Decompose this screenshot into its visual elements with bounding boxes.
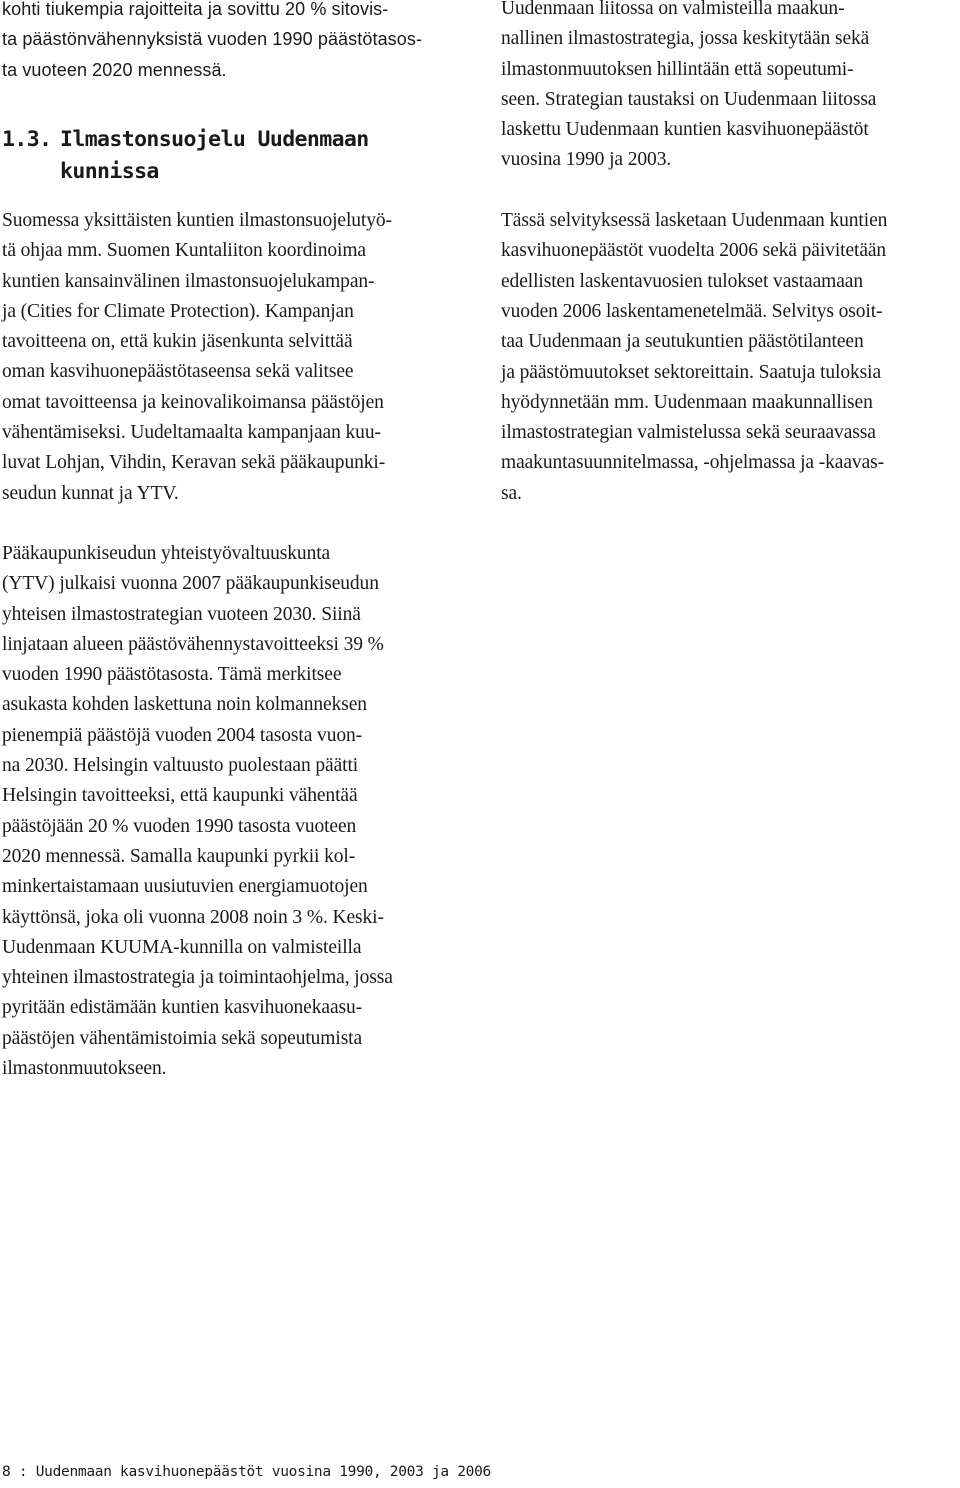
text-line: Helsingin tavoitteeksi, että kaupunki vähentää — [2, 785, 358, 807]
section-title-line2: kunnissa — [60, 159, 159, 184]
text-line: omat tavoitteensa ja keinovalikoimansa päästöjen — [2, 391, 384, 413]
text-line: Uudenmaan KUUMA-kunnilla on valmisteilla — [2, 936, 362, 958]
section-heading — [2, 124, 472, 188]
text-line: seen. Strategian taustaksi on Uudenmaan liitossa — [501, 88, 877, 110]
text-line: laskettu Uudenmaan kuntien kasvihuonepäästöt — [501, 119, 869, 141]
text-line: nallinen ilmastostrategia, jossa keskitytään sekä — [501, 28, 870, 50]
text-line: vuoden 1990 päästötasosta. Tämä merkitsee — [2, 664, 342, 686]
text-line: ta vuoteen 2020 mennessä. — [2, 59, 227, 80]
text-line: Uudenmaan liitossa on valmisteilla maakun- — [501, 0, 845, 19]
text-line: Tässä selvityksessä lasketaan Uudenmaan kuntien — [501, 210, 888, 232]
text-line: päästöjen vähentämistoimia sekä sopeutumista — [2, 1027, 363, 1049]
text-line: seudun kunnat ja YTV. — [2, 482, 179, 504]
right-column — [501, 0, 956, 509]
text-line: tavoitteena on, että kukin jäsenkunta selvittää — [2, 331, 353, 353]
text-line: ta päästönvähennyksistä vuoden 1990 päästötasos- — [2, 29, 423, 50]
right-paragraph-1 — [501, 0, 956, 176]
left-column-intro — [2, 0, 472, 85]
text-line: na 2030. Helsingin valtuusto puolestaan päätti — [2, 755, 359, 777]
text-line: ilmastostrategian valmistelussa sekä seuraavassa — [501, 422, 876, 444]
footer-separator: : — [18, 1464, 28, 1480]
text-line: kohti tiukempia rajoitteita ja sovittu 20 % sitovis- — [2, 0, 389, 19]
text-line: pyritään edistämään kuntien kasvihuonekaasu- — [2, 997, 363, 1019]
text-line: ja (Cities for Climate Protection). Kampanjan — [2, 300, 354, 322]
text-line: oman kasvihuonepäästötaseensa sekä valitsee — [2, 361, 354, 383]
text-line: ilmastonmuutoksen hillintään että sopeutumi- — [501, 58, 854, 80]
text-line: kuntien kansainvälinen ilmastonsuojelukampan- — [2, 270, 375, 292]
text-line: Suomessa yksittäisten kuntien ilmastonsuojelutyö- — [2, 210, 392, 231]
text-line: yhteinen ilmastostrategia ja toimintaohjelma, jossa — [2, 967, 393, 989]
text-line: pienempiä päästöjä vuoden 2004 tasosta vuon- — [2, 724, 363, 746]
text-line: sa. — [501, 482, 522, 504]
page-footer — [2, 1464, 491, 1480]
text-line: Pääkaupunkiseudun yhteistyövaltuuskunta — [2, 543, 331, 564]
text-line: luvat Lohjan, Vihdin, Keravan sekä pääkaupunki- — [2, 452, 386, 474]
text-line: 2020 mennessä. Samalla kaupunki pyrkii kol- — [2, 845, 356, 867]
section-number: 1.3. — [2, 127, 52, 152]
text-line: minkertaistamaan uusiutuvien energiamuotojen — [2, 876, 368, 898]
text-line: yhteisen ilmastostrategian vuoteen 2030. Siinä — [2, 603, 361, 625]
section-title-line1: Ilmastonsuojelu Uudenmaan — [60, 127, 369, 152]
text-line: (YTV) julkaisi vuonna 2007 pääkaupunkiseudun — [2, 573, 379, 595]
text-line: hyödynnetään mm. Uudenmaan maakunnallisen — [501, 391, 873, 413]
text-line: ja päästömuutokset sektoreittain. Saatuja tuloksia — [501, 361, 882, 383]
text-line: linjataan alueen päästövähennystavoitteeksi 39 % — [2, 633, 384, 655]
text-line: taa Uudenmaan ja seutukuntien päästötilanteen — [501, 331, 864, 353]
text-line: kasvihuonepäästöt vuodelta 2006 sekä päivitetään — [501, 240, 887, 262]
text-line: tä ohjaa mm. Suomen Kuntaliiton koordinoima — [2, 240, 366, 262]
text-line: asukasta kohden laskettuna noin kolmanneksen — [2, 694, 367, 716]
left-column-paragraph-2 — [2, 539, 472, 1084]
text-line: edellisten laskentavuosien tulokset vastaamaan — [501, 270, 863, 292]
text-line: vähentämiseksi. Uudeltamaalta kampanjaan kuu- — [2, 422, 381, 444]
text-line: ilmastonmuutokseen. — [2, 1058, 167, 1080]
text-line: vuoden 2006 laskentamenetelmää. Selvitys osoit- — [501, 300, 883, 322]
page-number: 8 — [2, 1464, 11, 1480]
text-line: päästöjään 20 % vuoden 1990 tasosta vuoteen — [2, 815, 357, 837]
right-paragraph-2 — [501, 206, 956, 509]
text-line: vuosina 1990 ja 2003. — [501, 149, 672, 171]
text-line: käyttönsä, joka oli vuonna 2008 noin 3 %. Keski- — [2, 906, 384, 928]
left-column-paragraph-1 — [2, 206, 472, 509]
footer-title: Uudenmaan kasvihuonepäästöt vuosina 1990, 2003 ja 2006 — [35, 1464, 491, 1480]
text-line: maakuntasuunnitelmassa, -ohjelmassa ja -kaavas- — [501, 452, 885, 474]
